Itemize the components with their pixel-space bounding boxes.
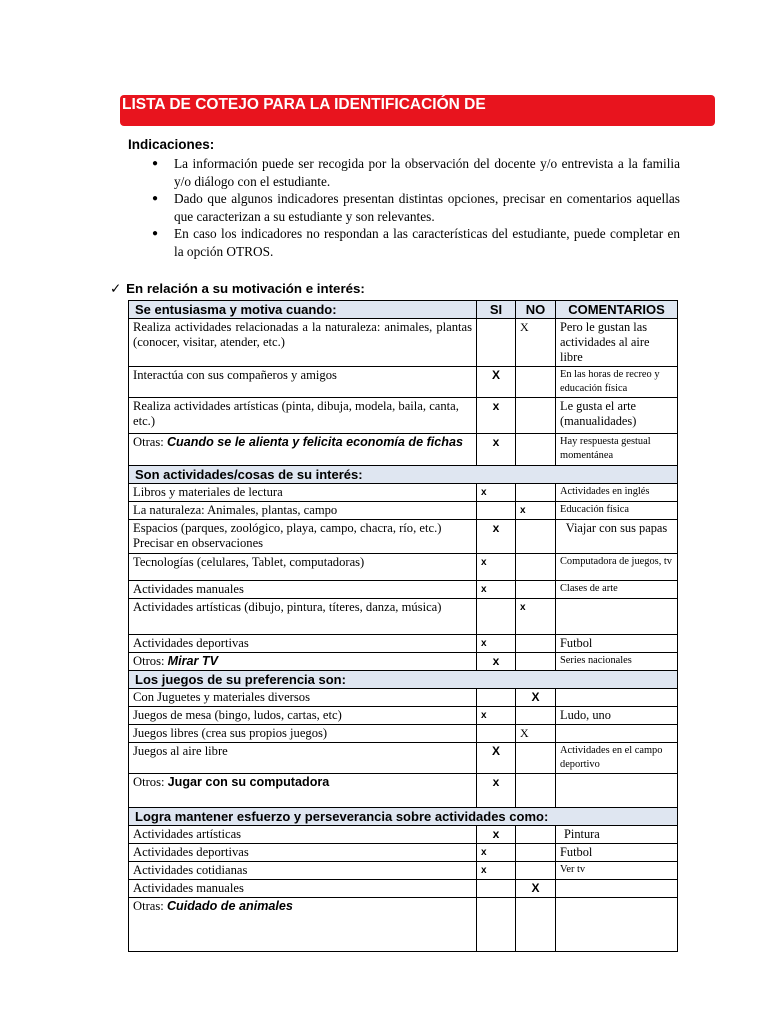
- table-row: Actividades artísticas x Pintura: [129, 826, 678, 844]
- group-header-row: Logra mantener esfuerzo y perseverancia sobre actividades como:: [129, 808, 678, 826]
- indicacion-item: ● Dado que algunos indicadores presentan distintas opciones, precisar en comentarios aquellas que caracterizan a su estudiante y son relevantes.: [152, 191, 680, 224]
- table-row: Con Juguetes y materiales diversos X: [129, 689, 678, 707]
- table-row: Espacios (parques, zoológico, playa, campo, chacra, río, etc.) Precisar en observaciones x Viajar con sus papas: [129, 520, 678, 554]
- table-row: Actividades deportivas x Futbol: [129, 635, 678, 653]
- table-header-row: [129, 301, 678, 319]
- column-comentarios: COMENTARIOS: [556, 301, 678, 319]
- table-row-otros: Otros: Mirar TV x Series nacionales: [129, 653, 678, 671]
- bullet-icon: ●: [152, 193, 159, 204]
- table-row: Juegos al aire libre X Actividades en el campo deportivo: [129, 743, 678, 774]
- table-row-otros: Otros: Jugar con su computadora x: [129, 774, 678, 808]
- table-row: Actividades cotidianas x Ver tv: [129, 862, 678, 880]
- table-row: Actividades manuales x Clases de arte: [129, 581, 678, 599]
- indicacion-item: ● En caso los indicadores no respondan a las características del estudiante, puede completar en la opción OTROS.: [152, 226, 680, 259]
- column-indicator: Se entusiasma y motiva cuando:: [129, 301, 477, 319]
- table-row: Actividades deportivas x Futbol: [129, 844, 678, 862]
- bullet-icon: ●: [152, 228, 159, 239]
- table-row-otros: Otras: Cuando se le alienta y felicita economía de fichas x Hay respuesta gestual momentánea: [129, 434, 678, 466]
- group-header-row: Los juegos de su preferencia son:: [129, 671, 678, 689]
- indicaciones-heading: Indicaciones:: [128, 137, 215, 152]
- indicacion-item: ● La información puede ser recogida por la observación del docente y/o entrevista a la familia y/o diálogo con el estudiante.: [152, 156, 680, 189]
- table-row: Realiza actividades artísticas (pinta, dibuja, modela, baila, canta, etc.) x Le gusta el arte (manualidades): [129, 398, 678, 434]
- indicaciones-list: [150, 155, 680, 260]
- table-row-otros: Otras: Cuidado de animales: [129, 898, 678, 952]
- bullet-icon: ●: [152, 158, 159, 169]
- checklist-table: [128, 300, 678, 952]
- table-row: Actividades manuales X: [129, 880, 678, 898]
- group-header-row: Son actividades/cosas de su interés:: [129, 466, 678, 484]
- document-title: LISTA DE COTEJO PARA LA IDENTIFICACIÓN DE: [122, 96, 486, 113]
- checkmark-icon: ✓: [110, 281, 122, 296]
- table-row: Interactúa con sus compañeros y amigos X En las horas de recreo y educación física: [129, 367, 678, 398]
- title-banner: [120, 95, 715, 126]
- section-heading: ✓ En relación a su motivación e interés:: [110, 281, 365, 296]
- column-no: NO: [516, 301, 556, 319]
- table-row: Juegos libres (crea sus propios juegos) X: [129, 725, 678, 743]
- table-row: Tecnologías (celulares, Tablet, computadoras) x Computadora de juegos, tv: [129, 554, 678, 581]
- table-row: Juegos de mesa (bingo, ludos, cartas, etc) x Ludo, uno: [129, 707, 678, 725]
- table-row: Actividades artísticas (dibujo, pintura, títeres, danza, música) x: [129, 599, 678, 635]
- column-si: SI: [477, 301, 516, 319]
- table-row: La naturaleza: Animales, plantas, campo x Educación física: [129, 502, 678, 520]
- table-row: Libros y materiales de lectura x Actividades en inglés: [129, 484, 678, 502]
- table-row: Realiza actividades relacionadas a la naturaleza: animales, plantas (conocer, visitar, atender, etc.) X Pero le gustan las actividades al aire libre: [129, 319, 678, 367]
